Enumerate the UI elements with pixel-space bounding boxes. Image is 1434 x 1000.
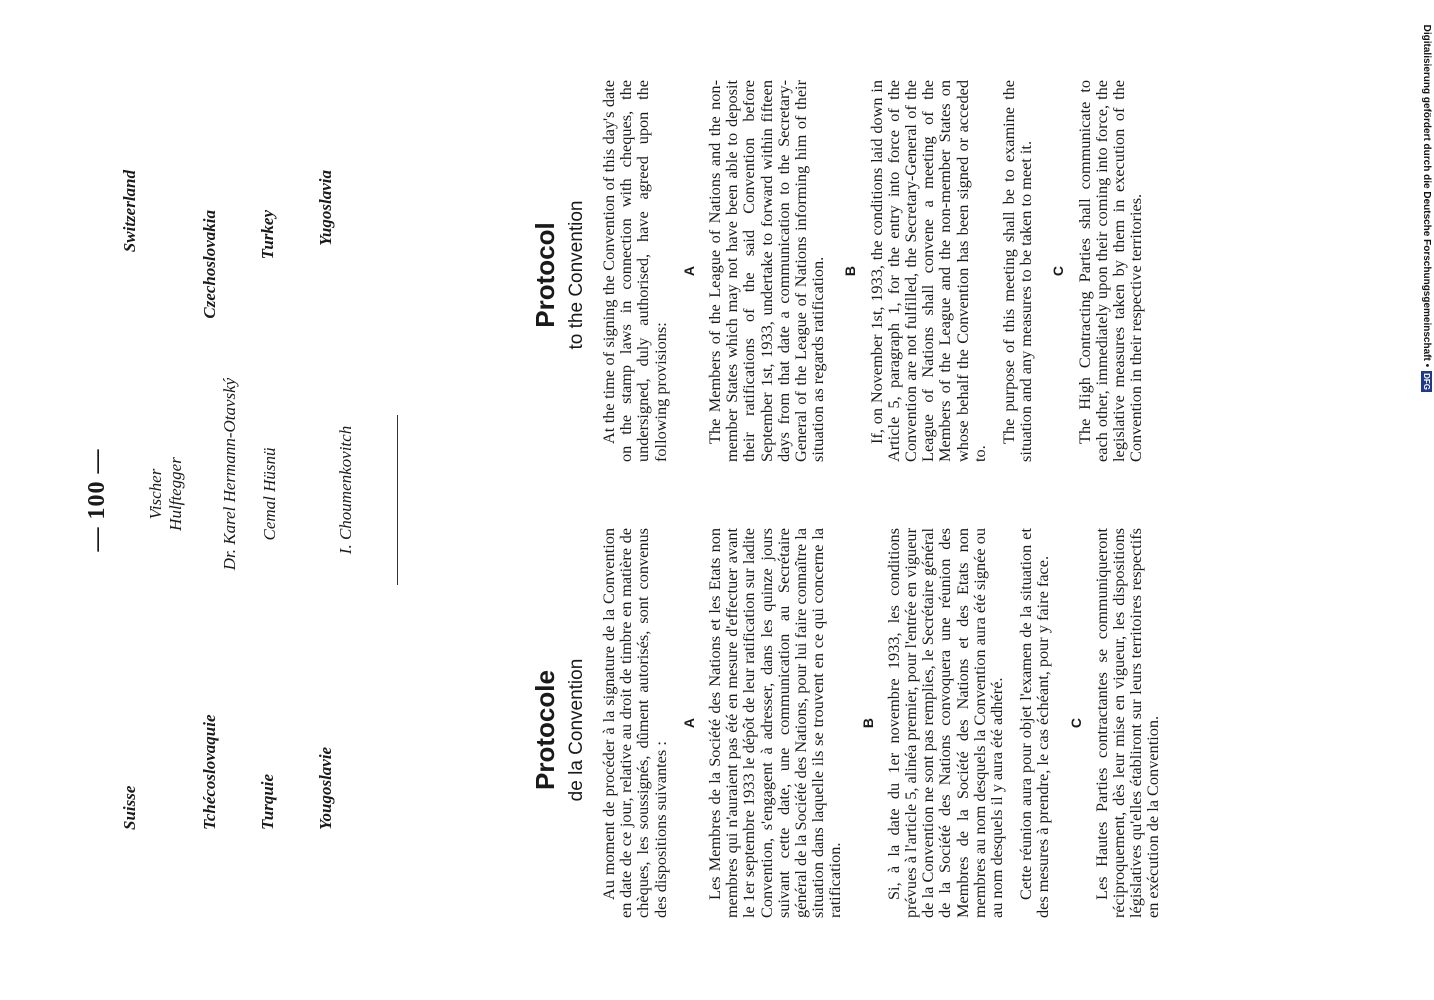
section-heading: C [1050,265,1067,277]
paragraph: The High Contracting Parties shall communicate to each other, immediately upon their coming into force, the legislative measures taken by them in execution of the Convention in their respective territories. [1074,80,1146,462]
protocol-subtitle-en: to the Convention [566,200,587,350]
paragraph: Si, à la date du 1er novembre 1933, les conditions prévues à l'article 5, alinéa premier, pour l'entrée en vigueur de la Convention ne sont pas remplies, le Secrétaire général de la Société des Nations convoquera une réunion des Membres de la Société des Nations et des Etats non membres au nom desquels la Convention aura été signée ou au nom desquels il y aura été adhéré. [883,528,1007,918]
digitization-watermark [1421,8,1433,392]
paragraph: At the time of signing the Convention of this day's date on the stamp laws in connection with cheques, the undersigned, duly authorised, have agreed upon the following provisions: [599,80,670,462]
signature-country-fr: Yougoslavie [316,746,335,830]
watermark-text: Digitalisierung gefördert durch die Deutsche Forschungsgemeinschaft • [1421,24,1433,368]
signature-name: Cemal Hüsnü [260,447,279,541]
section-heading: A [680,717,697,729]
paragraph: If, on November 1st, 1933, the conditions laid down in Article 5, paragraph 1, for the entry into force of the Convention are not fulfilled, the Secretary-General of the League of Nations shall convene a meeting of the Members of the League and the non-member States on whose behalf the Convention has been signed or acceded to. [866,80,989,462]
signature-country-en: Turkey [258,210,277,260]
signature-names [146,344,186,644]
signature-country-en: Yugoslavia [316,170,335,246]
section-heading: A [680,265,697,277]
signature-name: Vischer [146,468,165,520]
dfg-logo-icon: DFG [1422,373,1432,390]
signature-name: Hulftegger [166,457,185,531]
signature-country-fr: Tchécoslovaquie [200,714,219,830]
protocol-french-text [600,528,1162,918]
paragraph: Au moment de procéder à la signature de la Convention en date de ce jour, relative au droit de timbre en matière de chèques, les soussignés, dûment autorisés, sont convenus des dispositions suivantes : [599,528,670,918]
separator-rule [397,415,398,585]
section-heading: B [859,717,876,729]
protocol-subtitle-fr: de la Convention [566,658,587,802]
paragraph: Les Hautes Parties contractantes se communiqueront réciproquement, dès leur mise en vigueur, les dispositions législatives qu'elles établiront sur leurs territoires respectifs en exécution de la Convention. [1091,528,1163,918]
signature-country-fr: Turquie [258,773,277,830]
signature-country-en: Czechoslovakia [200,210,219,319]
signature-country-en: Switzerland [120,170,139,253]
page-number: — 100 — [84,448,110,552]
paragraph: The Members of the League of Nations and the non-member States which may not have been able to deposit their ratifications of the said Convention before September 1st, 1933, undertake to forward within fifteen days from that date a communication to the Secretary-General of the League of Nations informing him of their situation as regards ratification. [705,80,828,462]
paragraph: The purpose of this meeting shall be to examine the situation and any measures to be taken to meet it. [999,80,1036,462]
signature-name: I. Choumenkovitch [336,425,355,555]
section-heading: B [842,265,859,277]
signature-country-fr: Suisse [120,785,139,830]
section-heading: C [1067,717,1084,729]
paragraph: Cette réunion aura pour objet l'examen de la situation et des mesures à prendre, le cas échéant, pour y faire face. [1016,528,1053,918]
protocol-title-en: Protocol [530,222,560,328]
protocol-english-text [600,80,1144,462]
paragraph: Les Membres de la Société des Nations et les Etats non membres qui n'auraient pas été en mesure d'effectuer avant le 1er septembre 1933 le dépôt de leur ratification sur ladite Convention, s'engagent à adresser, dans les quinze jours suivant cette date, une communication au Secrétaire général de la Société des Nations, pour lui faire connaître la situation dans laquelle ils se trouvent en ce qui concerne la ratification. [705,528,845,918]
protocol-title-fr: Protocole [530,670,560,790]
signature-name: Dr. Karel Hermann-Otavský [220,377,239,571]
